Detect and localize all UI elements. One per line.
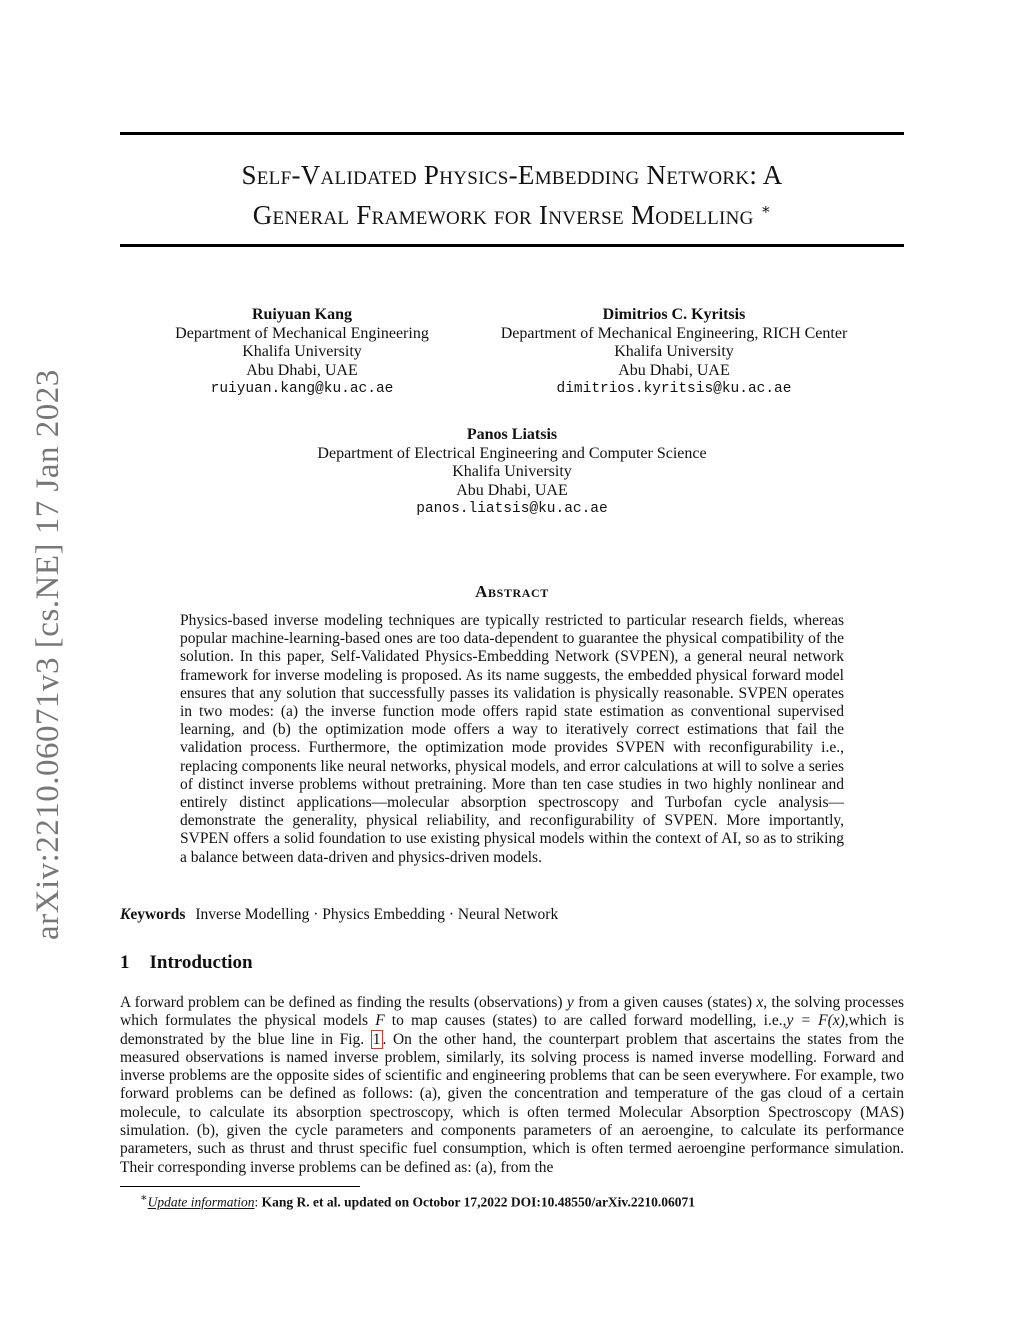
title-footnote-marker: ∗ [760, 202, 772, 218]
title-line-2: General Framework for Inverse Modelling ∗ [252, 200, 772, 230]
footnote-rule [120, 1186, 360, 1187]
author-department: Department of Electrical Engineering and Computer Science [317, 444, 707, 462]
author-name: Panos Liatsis [466, 426, 558, 443]
arxiv-identifier: arXiv:2210.06071v3 [cs.NE] 17 Jan 2023 [30, 369, 66, 940]
abstract-heading: Abstract [475, 582, 549, 601]
figure-reference-link[interactable]: 1 [372, 1030, 381, 1048]
author-email[interactable]: panos.liatsis@ku.ac.ae [416, 501, 608, 517]
footnote: ∗Update information: Kang R. et al. updated on Octobor 17,2022 DOI:10.48550/arXiv.2210.06071 [140, 1192, 695, 1210]
author-block-2 [474, 306, 874, 399]
author-university: Khalifa University [452, 463, 572, 480]
author-block-1 [152, 306, 452, 399]
author-department: Department of Mechanical Engineering, RICH Center [500, 324, 848, 342]
author-city: Abu Dhabi, UAE [456, 481, 568, 499]
keywords-list: Inverse Modelling · Physics Embedding · Neural Network [195, 906, 559, 923]
author-city: Abu Dhabi, UAE [618, 361, 730, 379]
paper-title [120, 158, 904, 233]
author-name: Ruiyuan Kang [251, 306, 353, 323]
title-line-1: Self-Validated Physics-Embedding Network: A [241, 160, 783, 190]
footnote-marker: ∗ [140, 1192, 148, 1204]
author-email[interactable]: dimitrios.kyritsis@ku.ac.ae [556, 381, 792, 397]
title-top-rule [120, 132, 904, 135]
intro-paragraph: A forward problem can be defined as finding the results (observations) y from a given causes (states) x, the solving processes which formulates the physical models F to map causes (states) to are called forward modelling, i.e.,y = F(x),which is demonstrated by the blue line in Fig. 1 . On the other hand, the counterpart problem that ascertains the states from the measured observations is named inverse problem, similarly, its solving process is named inverse modelling. Forward and inverse problems are the opposite sides of scientific and engineering problems that can be seen everywhere. For example, two forward problems can be defined as follows: (a), given the concentration and temperature of the gas cloud of a certain molecule, to calculate its absorption spectroscopy, which is often termed Molecular Absorption Spectroscopy (MAS) simulation. (b), given the cycle parameters and components parameters of an aeroengine, to calculate its performance parameters, such as thrust and thrust specific fuel consumption, which is often termed aeroengine performance simulation. Their corresponding inverse problems can be defined as: (a), from the [120, 994, 905, 1176]
section-title: Introduction [149, 952, 253, 973]
keywords [120, 906, 558, 924]
author-name: Dimitrios C. Kyritsis [602, 306, 746, 323]
author-block-3 [262, 426, 762, 519]
author-university: Khalifa University [242, 343, 362, 360]
math-var: F [375, 1012, 385, 1030]
author-university: Khalifa University [614, 343, 734, 360]
author-city: Abu Dhabi, UAE [246, 361, 358, 379]
math-var: y [566, 994, 574, 1011]
abstract-text: Physics-based inverse modeling techniques are typically restricted to particular research fields, whereas popular machine-learning-based ones are too data-dependent to guarantee the physical compatibility of the solution. In this paper, Self-Validated Physics-Embedding Network (SVPEN), a general neural network framework for inverse modeling is proposed. As its name suggests, the embedded physical forward model ensures that any solution that successfully passes its validation is physically reasonable. SVPEN operates in two modes: (a) the inverse function mode offers rapid state estimation as conventional supervised learning, and (b) the optimization mode offers a way to iteratively correct estimations that fail the validation process. Furthermore, the optimization mode provides SVPEN with reconfigurability i.e., replacing components like neural networks, physical models, and error calculations at will to solve a series of distinct inverse problems without pretraining. More than ten case studies in two highly nonlinear and entirely distinct applications—molecular absorption spectroscopy and Turbofan cycle analysis—demonstrate the generality, physical reliability, and reconfigurability of SVPEN. More importantly, SVPEN offers a solid foundation to use existing physical models within the context of AI, so as to striking a balance between data-driven and physics-driven models. [180, 612, 844, 866]
author-department: Department of Mechanical Engineering [175, 324, 429, 342]
keywords-label: Keywords [120, 906, 186, 923]
footnote-text: Kang R. et al. updated on Octobor 17,2022 DOI:10.48550/arXiv.2210.06071 [261, 1194, 695, 1210]
author-email[interactable]: ruiyuan.kang@ku.ac.ae [210, 381, 394, 397]
section-number: 1 [120, 952, 130, 973]
math-var: x [756, 994, 764, 1011]
footnote-label: Update information [147, 1194, 255, 1210]
section-heading [120, 952, 253, 974]
title-bottom-rule [120, 244, 904, 247]
math-equation: y = F(x) [786, 1012, 845, 1030]
